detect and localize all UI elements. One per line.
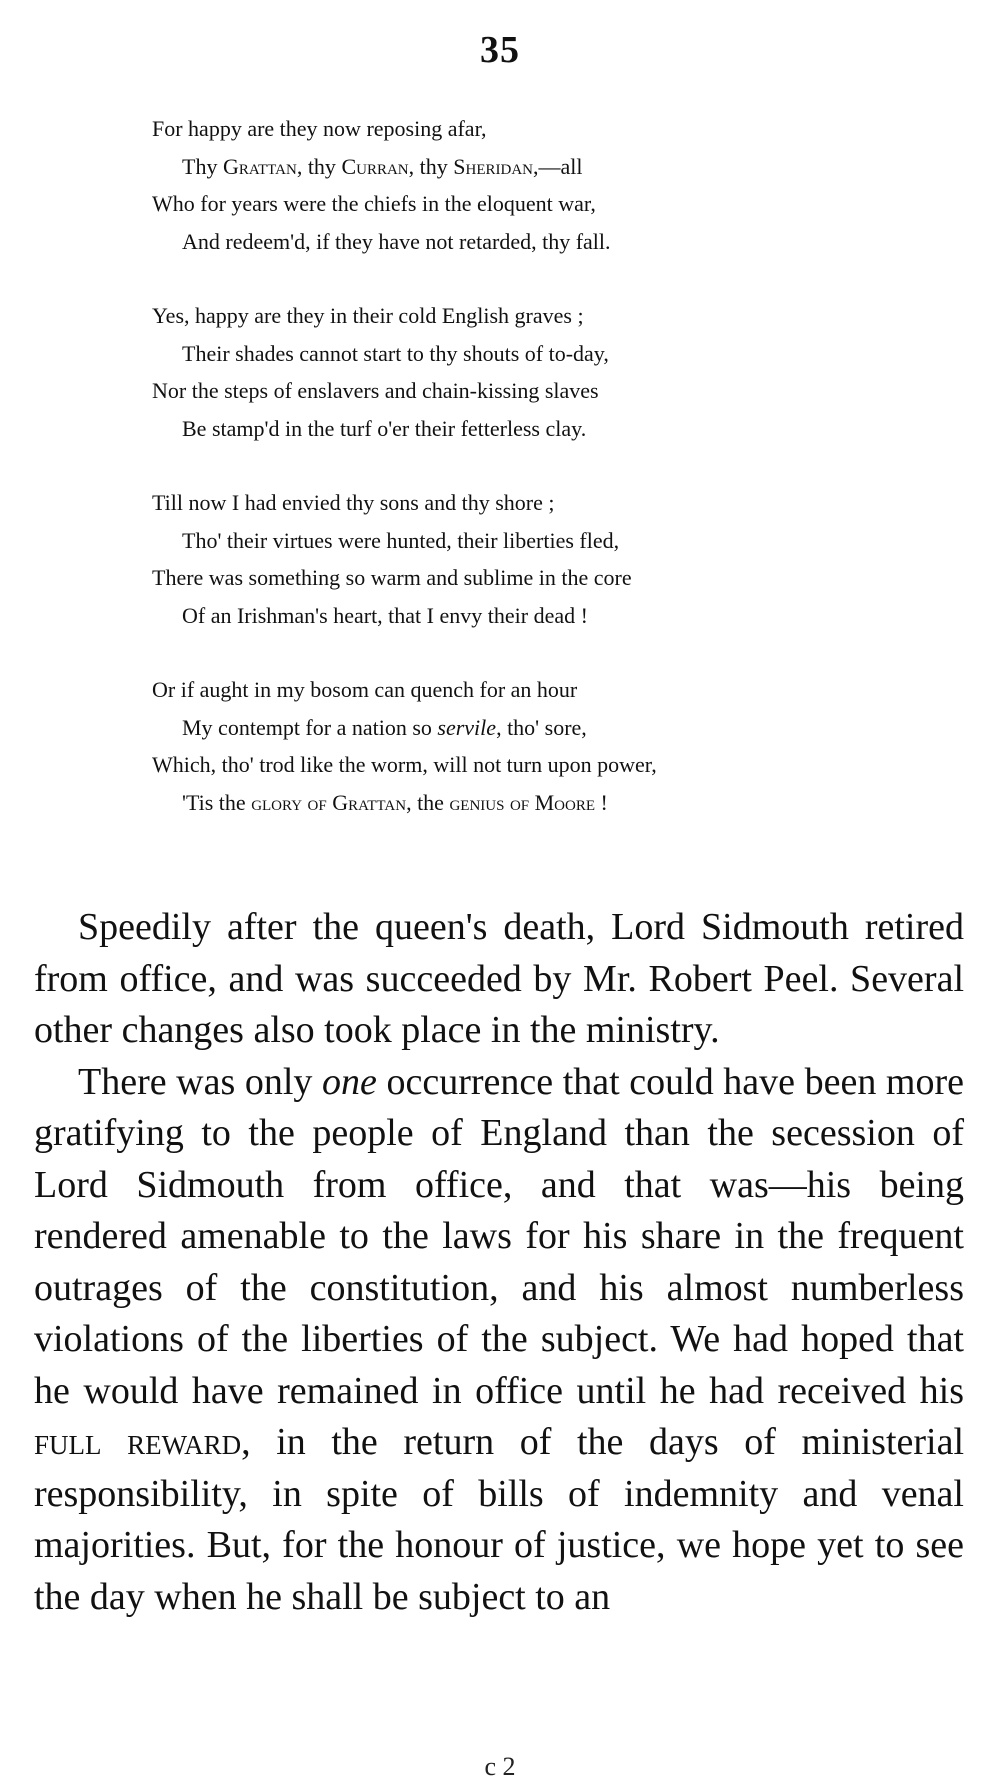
poem-line: Yes, happy are they in their cold English graves ; (152, 303, 584, 328)
poem-line: And redeem'd, if they have not retarded, thy fall. (182, 228, 611, 254)
name-sheridan: Sheridan (453, 153, 533, 179)
text-segment: , tho' sore, (496, 714, 587, 740)
poem-line: Who for years were the chiefs in the eloquent war, (152, 191, 596, 216)
small-caps-glory: glory of Grattan (251, 789, 407, 815)
poem-line (152, 709, 872, 747)
poem-line: Tho' their virtues were hunted, their liberties fled, (182, 527, 620, 553)
text-segment: occurrence that could have been more gratifying to the people of England than the secession of Lord Sidmouth from office, and that was—his being rendered amenable to the laws for his share in the frequent outrages of the constitution, and his almost numberless violations of the liberties of the subject. We had hoped that he would have remained in office until he had received his (34, 1060, 964, 1412)
text-segment: Thy (182, 153, 223, 179)
text-segment: , the (406, 789, 450, 815)
page-number: 35 (480, 29, 520, 71)
poem-line: Or if aught in my bosom can quench for an hour (152, 677, 578, 702)
name-curran: Curran (341, 153, 409, 179)
prose-body (34, 902, 964, 1623)
poem-line: Be stamp'd in the turf o'er their fetterless clay. (182, 415, 587, 441)
poem-stanza-3 (152, 484, 872, 634)
poem-line: Of an Irishman's heart, that I envy their dead ! (182, 602, 588, 628)
text-segment: 'Tis the (182, 789, 252, 815)
text-segment: , thy (296, 153, 342, 179)
text-segment: My contempt for a nation so (182, 714, 438, 740)
text-segment: , thy (408, 153, 454, 179)
poem-line: Their shades cannot start to thy shouts of to-day, (182, 340, 609, 366)
name-grattan: Grattan (222, 153, 297, 179)
small-caps-genius: genius of Moore (449, 789, 596, 815)
text-segment: ! (595, 789, 608, 815)
poem (152, 110, 872, 821)
poem-stanza-4 (152, 671, 872, 821)
text-segment: There was only (78, 1060, 323, 1103)
paragraph-1: Speedily after the queen's death, Lord Sidmouth retired from office, and was succeeded by Mr. Robert Peel. Several other changes also took place in the ministry. (34, 906, 964, 1051)
poem-line: Nor the steps of enslavers and chain-kissing slaves (152, 378, 599, 403)
text-segment: , in the return of the days of ministerial responsibility, in spite of bills of indemnity and venal majorities. But, for the honour of justice, we hope yet to see the day when he shall be subject to an (34, 1421, 965, 1618)
small-caps-full-reward: full reward (34, 1421, 242, 1463)
poem-line: Which, tho' trod like the worm, will not turn upon power, (152, 752, 657, 777)
poem-stanza-1 (152, 110, 872, 260)
emphasis-one: one (322, 1060, 377, 1103)
printer-signature-mark: c 2 (484, 1752, 516, 1781)
poem-line: Till now I had envied thy sons and thy shore ; (152, 490, 555, 515)
poem-line (152, 148, 872, 186)
poem-line: There was something so warm and sublime in the core (152, 565, 632, 590)
text-segment: ,—all (532, 153, 583, 179)
poem-line: For happy are they now reposing afar, (152, 116, 487, 141)
poem-stanza-2 (152, 297, 872, 447)
emphasis-servile: servile (437, 714, 497, 740)
poem-line (152, 784, 872, 822)
paragraph-2 (34, 1057, 964, 1624)
